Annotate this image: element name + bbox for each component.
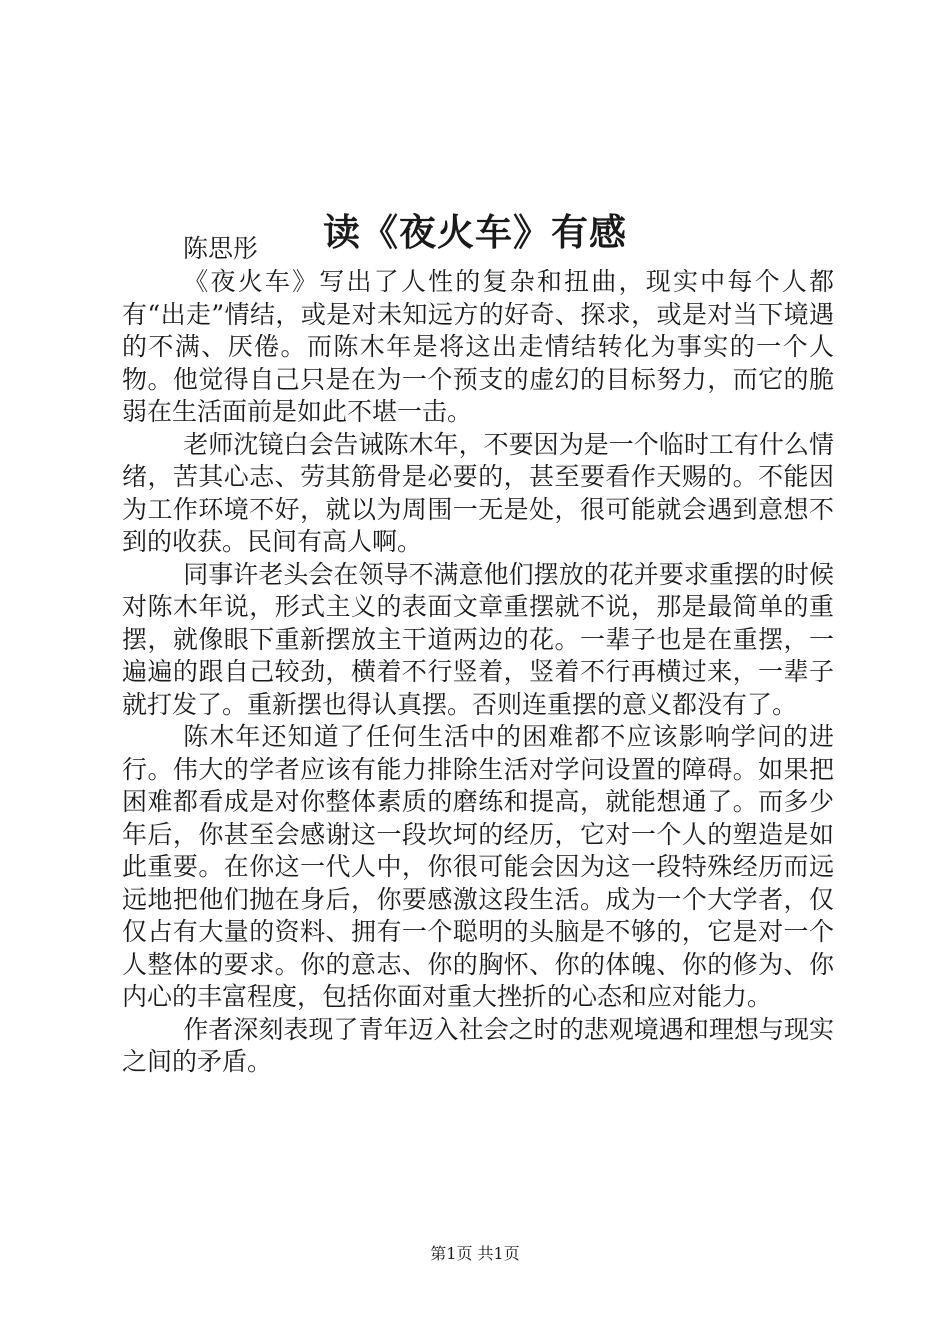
paragraph: 陈木年还知道了任何生活中的困难都不应该影响学问的进行。伟大的学者应该有能力排除生活对学问设置的障碍。如果把困难都看成是对你整体素质的磨练和提高，就能想通了。而多少年后，你甚至会感谢这一段坎坷的经历，它对一个人的塑造是如此重要。在你这一代人中，你很可能会因为这一段特殊经历而远远地把他们抛在身后，你要感激这段生活。成为一个大学者，仅仅占有大量的资料、拥有一个聪明的头脑是不够的，它是对一个人整体的要求。你的意志、你的胸怀、你的体魄、你的修为、你内心的丰富程度，包括你面对重大挫折的心态和应对能力。 — [122, 722, 834, 1011]
paragraph: 老师沈镜白会告诫陈木年，不要因为是一个临时工有什么情绪，苦其心志、劳其筋骨是必要的，甚至要看作天赐的。不能因为工作环境不好，就以为周围一无是处，很可能就会遇到意想不到的收获。民间有高人啊。 — [122, 429, 834, 556]
paragraph: 《夜火车》写出了人性的复杂和扭曲，现实中每个人都有“出走”情结，或是对未知远方的好奇、探求，或是对当下境遇的不满、厌倦。而陈木年是将这出走情结转化为事实的一个人物。他觉得自己只是在为一个预支的虚幻的目标努力，而它的脆弱在生活面前是如此不堪一击。 — [122, 267, 834, 426]
author-name: 陈思彤 — [183, 234, 259, 263]
page-footer: 第1页 共1页 — [430, 1244, 520, 1263]
paragraph: 同事许老头会在领导不满意他们摆放的花并要求重摆的时候对陈木年说，形式主义的表面文章重摆就不说，那是最简单的重摆，就像眼下重新摆放主干道两边的花。一辈子也是在重摆，一遍遍的跟自己较劲，横着不行竖着，竖着不行再横过来，一辈子就打发了。重新摆也得认真摆。否则连重摆的意义都没有了。 — [122, 559, 834, 719]
paragraph: 作者深刻表现了青年迈入社会之时的悲观境遇和理想与现实之间的矛盾。 — [122, 1014, 834, 1076]
document-title: 读《夜火车》有感 — [323, 209, 627, 254]
document-body — [122, 266, 834, 1079]
